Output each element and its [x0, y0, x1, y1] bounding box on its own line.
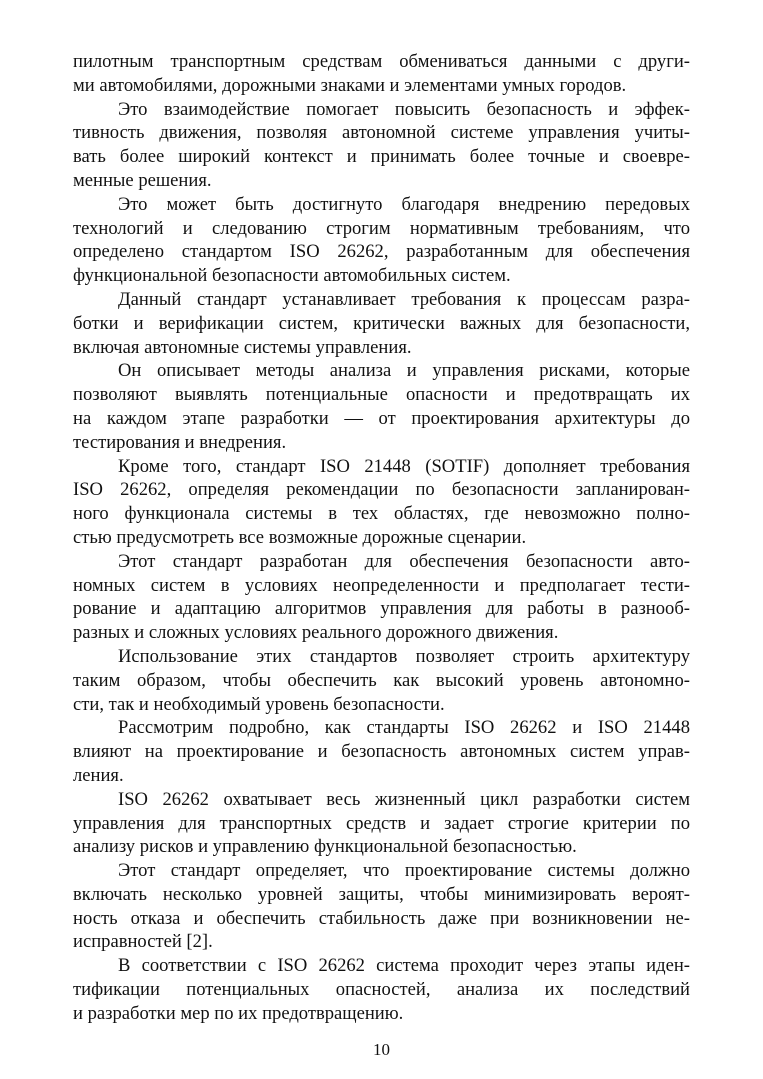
text-line: ISO 26262, определяя рекомендации по безопасности запланирован- — [73, 479, 690, 501]
text-line: вать более широкий контекст и принимать более точные и своевре- — [73, 146, 690, 168]
text-line: стью предусмотреть все возможные дорожные сценарии. — [73, 526, 527, 548]
text-line: определено стандартом ISO 26262, разработанным для обеспечения — [73, 241, 690, 263]
text-line: ISO 26262 охватывает весь жизненный цикл разработки систем — [118, 788, 690, 810]
paragraph — [73, 954, 690, 1025]
text-line: позволяют выявлять потенциальные опасности и предотвращать их — [73, 384, 690, 406]
paragraph — [73, 50, 690, 98]
text-line: включая автономные системы управления. — [73, 336, 412, 358]
text-line: Этот стандарт определяет, что проектирование системы должно — [118, 860, 690, 882]
text-line: сти, так и необходимый уровень безопасности. — [73, 693, 445, 715]
text-line: технологий и следованию строгим нормативным требованиям, что — [73, 217, 690, 239]
text-line: таким образом, чтобы обеспечить как высокий уровень автономно- — [73, 669, 690, 691]
text-line: управления для транспортных средств и задает строгие критерии по — [73, 812, 690, 834]
text-line: разных и сложных условиях реального дорожного движения. — [73, 622, 559, 644]
text-line: на каждом этапе разработки — от проектирования архитектуры до — [73, 407, 690, 429]
text-line: исправностей [2]. — [73, 931, 213, 953]
paragraph — [73, 193, 690, 288]
text-line: В соответствии с ISO 26262 система проходит через этапы иден- — [118, 955, 690, 977]
text-line: Этот стандарт разработан для обеспечения безопасности авто- — [118, 550, 690, 572]
text-line: анализу рисков и управлению функциональной безопасностью. — [73, 836, 577, 858]
text-line: Данный стандарт устанавливает требования к процессам разра- — [118, 288, 690, 310]
paragraph — [73, 288, 690, 359]
paragraph — [73, 788, 690, 859]
paragraph — [73, 98, 690, 193]
text-line: пилотным транспортным средствам обмениваться данными с други- — [73, 51, 690, 72]
text-line: ботки и верификации систем, критически важных для безопасности, — [73, 312, 690, 334]
text-line: включать несколько уровней защиты, чтобы минимизировать вероят- — [73, 883, 690, 905]
text-line: ного функционала системы в тех областях, где невозможно полно- — [73, 503, 690, 525]
text-line: номных систем в условиях неопределенности и предполагает тести- — [73, 574, 690, 596]
text-line: менные решения. — [73, 169, 212, 191]
text-line: Это может быть достигнуто благодаря внедрению передовых — [118, 193, 690, 215]
paragraph — [73, 550, 690, 645]
body-text — [73, 50, 690, 1026]
paragraph — [73, 716, 690, 787]
paragraph — [73, 645, 690, 716]
text-line: Он описывает методы анализа и управления рисками, которые — [118, 360, 690, 382]
paragraph — [73, 359, 690, 454]
paragraph — [73, 455, 690, 550]
paragraph — [73, 859, 690, 954]
text-line: ми автомобилями, дорожными знаками и элементами умных городов. — [73, 74, 627, 96]
text-line: Рассмотрим подробно, как стандарты ISO 26262 и ISO 21448 — [118, 717, 690, 739]
text-line: Это взаимодействие помогает повысить безопасность и эффек- — [118, 98, 690, 120]
text-line: ность отказа и обеспечить стабильность даже при возникновении не- — [73, 907, 690, 929]
text-line: ления. — [73, 764, 124, 786]
text-line: влияют на проектирование и безопасность автономных систем управ- — [73, 741, 690, 763]
text-line: Кроме того, стандарт ISO 21448 (SOTIF) дополняет требования — [118, 455, 690, 477]
text-line: тестирования и внедрения. — [73, 431, 287, 453]
text-line: тификации потенциальных опасностей, анализа их последствий — [73, 979, 690, 1001]
page-number: 10 — [373, 1040, 390, 1059]
text-line: функциональной безопасности автомобильных систем. — [73, 265, 511, 287]
text-line: тивность движения, позволяя автономной системе управления учиты- — [73, 122, 690, 144]
text-line: рование и адаптацию алгоритмов управления для работы в разнооб- — [73, 598, 690, 620]
text-line: и разработки мер по их предотвращению. — [73, 1002, 404, 1024]
text-line: Использование этих стандартов позволяет строить архитектуру — [118, 645, 690, 667]
